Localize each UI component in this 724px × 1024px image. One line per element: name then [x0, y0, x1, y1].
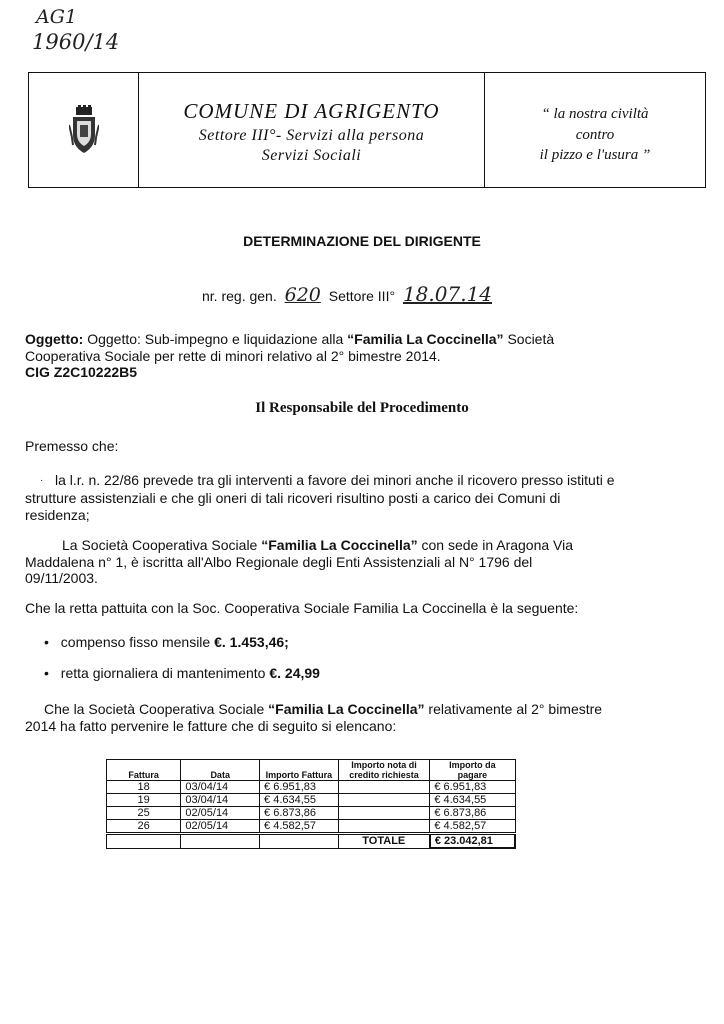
paragraph-3: Che la retta pattuita con la Soc. Cooperativa Sociale Familia La Coccinella è la seguente: [25, 600, 579, 616]
col-header-to-pay: Importo da pagare [430, 760, 515, 781]
paragraph-4-line-1 [44, 701, 602, 718]
premise-label: Premesso che: [25, 438, 119, 454]
subject-cooperative: “Familia La Coccinella” [347, 331, 504, 347]
cell-date: 03/04/14 [181, 781, 260, 794]
reg-date: 18.07.14 [402, 282, 493, 306]
responsible-heading: Il Responsabile del Procedimento [255, 400, 469, 416]
motto-line-2: contro [575, 127, 615, 143]
paragraph-2-line-3: 09/11/2003. [25, 570, 98, 586]
cell-credit-note [338, 807, 430, 820]
letterhead [28, 72, 706, 188]
bullet-dot: • [44, 665, 49, 681]
cell-invoice: 26 [107, 820, 181, 834]
motto-cell [485, 73, 705, 187]
service-name: Servizi Sociali [261, 147, 362, 164]
cell-invoice: 19 [107, 794, 181, 807]
paragraph-1-line-2: strutture assistenziali e che gli oneri di tali ricoveri risultino posti a carico dei Comuni di [25, 490, 561, 506]
cell-date: 02/05/14 [181, 807, 260, 820]
table-total-row [107, 834, 516, 849]
subject-label: Oggetto: [25, 331, 84, 347]
paragraph-4-text: Che la Società Cooperativa Sociale [44, 701, 269, 717]
handwritten-number: 1960/14 [32, 30, 120, 54]
cell-amount: € 6.873,86 [260, 807, 339, 820]
subject-line-1 [25, 331, 647, 348]
cell-date: 02/05/14 [181, 820, 260, 834]
subject-line-2: Cooperativa Sociale per rette di minori relativo al 2° bimestre 2014. [25, 348, 441, 364]
cell-amount: € 4.634,55 [260, 794, 339, 807]
cell-invoice: 18 [107, 781, 181, 794]
bullet-2 [44, 665, 320, 682]
paragraph-4-cooperative: “Familia La Coccinella” [268, 701, 425, 717]
motto-line-1: “ la nostra civiltà [541, 106, 649, 122]
paragraph-4-text-end: relativamente al 2° bimestre [424, 701, 603, 717]
table-row [107, 807, 516, 820]
subject-text: Oggetto: Sub-impegno e liquidazione alla [83, 331, 348, 347]
cell-invoice: 25 [107, 807, 181, 820]
paragraph-2-line-2: Maddalena n° 1, è iscritta all'Albo Regionale degli Enti Assistenziali al N° 1796 del [25, 554, 533, 570]
col-header-invoice: Fattura [107, 760, 181, 781]
bullet-1-value: €. 1.453,46; [214, 634, 289, 650]
total-value: € 23.042,81 [430, 834, 515, 849]
registration-line [202, 282, 492, 306]
table-row [107, 781, 516, 794]
total-label: TOTALE [338, 834, 430, 849]
col-header-amount: Importo Fattura [260, 760, 339, 781]
municipality-cell [139, 73, 485, 187]
cell-credit-note [338, 781, 430, 794]
handwritten-code: AG1 [36, 6, 77, 28]
table-row [107, 794, 516, 807]
document-title: DETERMINAZIONE DEL DIRIGENTE [243, 233, 481, 249]
reg-number: 620 [284, 284, 321, 306]
paragraph-4-line-2: 2014 ha fatto pervenire le fatture che di seguito si elencano: [25, 718, 397, 734]
coat-of-arms-cell [29, 73, 139, 187]
sector-name: Settore III°- Servizi alla persona [198, 127, 425, 144]
cell-to-pay: € 4.634,55 [430, 794, 515, 807]
paragraph-2-text: La Società Cooperativa Sociale [62, 537, 262, 553]
cell-amount: € 6.951,83 [260, 781, 339, 794]
cell-credit-note [338, 820, 430, 834]
table-header-row [107, 760, 516, 781]
paragraph-2-text-end: con sede in Aragona Via [417, 537, 574, 553]
col-header-date: Data [181, 760, 260, 781]
bullet-1-text: compenso fisso mensile [60, 634, 215, 650]
bullet-1 [44, 634, 289, 651]
cell-amount: € 4.582,57 [260, 820, 339, 834]
paragraph-1-line-1: la l.r. n. 22/86 prevede tra gli interventi a favore dei minori anche il ricovero presso istituti e [55, 472, 615, 488]
table-row [107, 820, 516, 834]
invoice-table [106, 759, 516, 849]
reg-prefix: nr. reg. gen. [202, 288, 277, 304]
cell-to-pay: € 4.582,57 [430, 820, 515, 834]
paragraph-2-line-1 [62, 537, 573, 554]
bullet-dot-small: · [40, 475, 44, 486]
cell-to-pay: € 6.873,86 [430, 807, 515, 820]
cell-empty [181, 834, 260, 849]
cell-date: 03/04/14 [181, 794, 260, 807]
cig-code: CIG Z2C10222B5 [25, 364, 138, 380]
reg-sector: Settore III° [328, 288, 396, 304]
cell-to-pay: € 6.951,83 [430, 781, 515, 794]
bullet-dot: • [44, 634, 49, 650]
bullet-2-text: retta giornaliera di mantenimento [60, 665, 270, 681]
cell-empty [107, 834, 181, 849]
paragraph-2-cooperative: “Familia La Coccinella” [261, 537, 418, 553]
cell-empty [260, 834, 339, 849]
col-header-credit-note: Importo nota di credito richiesta [338, 760, 430, 781]
municipality-name: COMUNE DI AGRIGENTO [183, 99, 440, 123]
bullet-2-value: €. 24,99 [269, 665, 320, 681]
coat-of-arms-icon [69, 105, 99, 155]
subject-text-end: Società [503, 331, 555, 347]
paragraph-1-line-3: residenza; [25, 507, 90, 523]
cell-credit-note [338, 794, 430, 807]
motto-line-3: il pizzo e l'usura ” [539, 147, 651, 163]
